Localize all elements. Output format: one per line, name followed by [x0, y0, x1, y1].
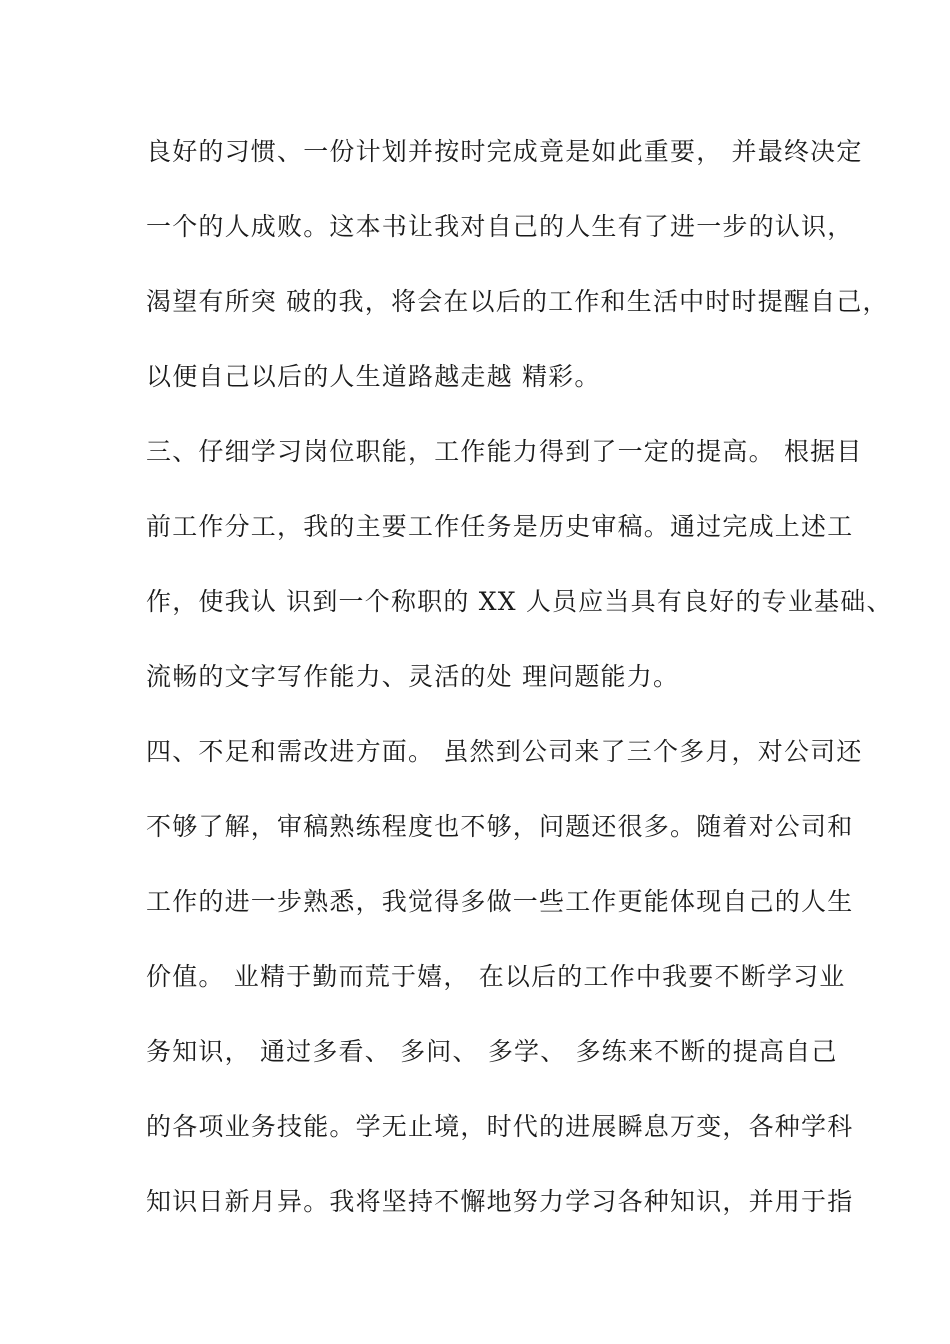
paragraph-line: 一个的人成败。这本书让我对自己的人生有了进一步的认识， [146, 212, 854, 241]
paragraph-line: 的各项业务技能。学无止境，时代的进展瞬息万变，各种学科 [146, 1112, 854, 1141]
section-heading-line: 四、不足和需改进方面。 虽然到公司来了三个多月，对公司还 [146, 737, 863, 766]
paragraph-line: 流畅的文字写作能力、灵活的处 理问题能力。 [146, 662, 680, 691]
paragraph-line: 以便自己以后的人生道路越走越 精彩。 [146, 362, 601, 391]
paragraph-line: 工作的进一步熟悉，我觉得多做一些工作更能体现自己的人生 [146, 887, 854, 916]
paragraph-line: 不够了解，审稿熟练程度也不够，问题还很多。随着对公司和 [146, 812, 854, 841]
document-body [146, 130, 893, 1255]
paragraph-line: 作，使我认 识到一个称职的 XX 人员应当具有良好的专业基础、 [146, 587, 893, 616]
paragraph-line: 务知识， 通过多看、 多问、 多学、 多练来不断的提高自己 [146, 1037, 838, 1066]
paragraph-line: 前工作分工，我的主要工作任务是历史审稿。通过完成上述工 [146, 512, 854, 541]
section-heading-line: 三、仔细学习岗位职能，工作能力得到了一定的提高。 根据目 [146, 437, 863, 466]
paragraph-line: 良好的习惯、一份计划并按时完成竟是如此重要， 并最终决定 [146, 137, 863, 166]
paragraph-line: 渴望有所突 破的我，将会在以后的工作和生活中时时提醒自己， [146, 287, 889, 316]
paragraph-line: 知识日新月异。我将坚持不懈地努力学习各种知识，并用于指 [146, 1187, 854, 1216]
paragraph-line: 价值。 业精于勤而荒于嬉， 在以后的工作中我要不断学习业 [146, 962, 846, 991]
